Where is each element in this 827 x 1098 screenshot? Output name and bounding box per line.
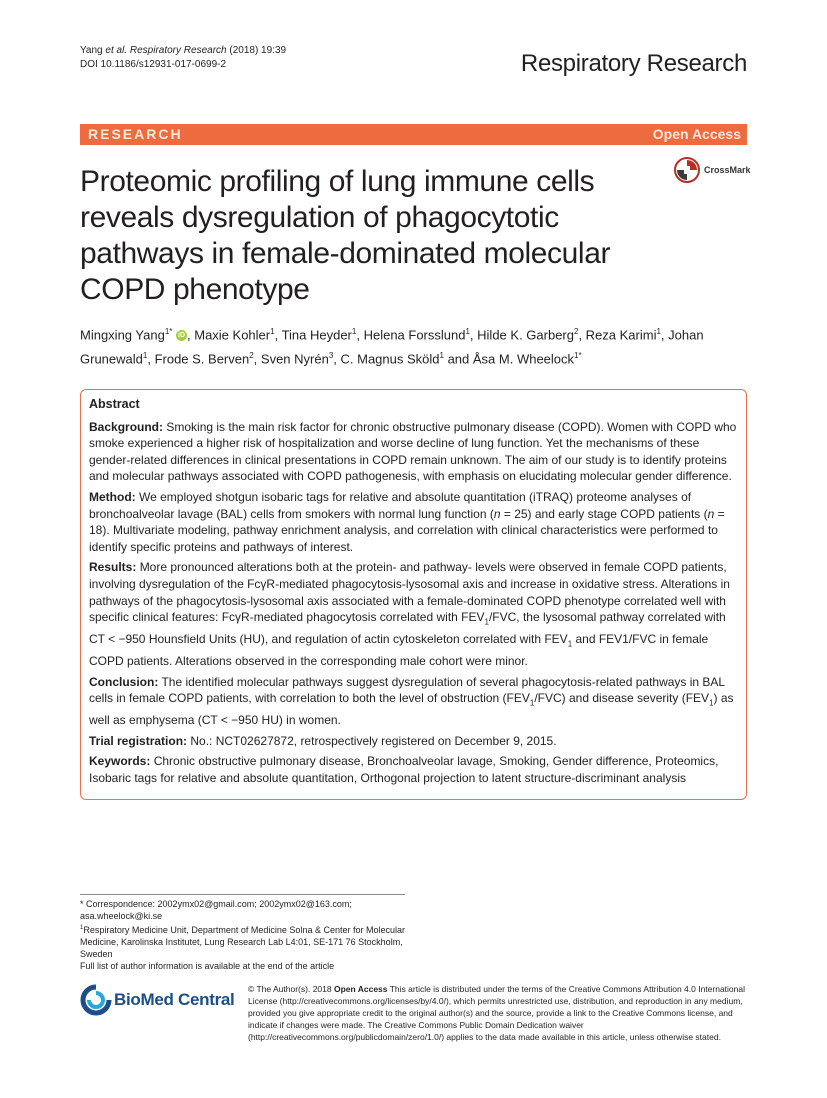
abstract-method: Method: We employed shotgun isobaric tags for relative and absolute quantitation (iTRAQ) proteome analyses of bronchoalveolar lavage (BAL) cells from smokers with normal lung function (n = 25) and early stage COPD patients (n = 18). Multivariate modeling, pathway enrichment analysis, and correlation with clinical characteristics were performed to identify specific proteins and pathways of interest. (89, 489, 725, 554)
author-affiliation-sup: 1 (351, 327, 357, 336)
biomed-central-icon (80, 984, 112, 1016)
crossmark-label: CrossMark (704, 165, 751, 175)
author-name: Helena Forsslund (363, 327, 466, 343)
doi: DOI 10.1186/s12931-017-0699-2 (80, 59, 227, 70)
full-author-info-note: Full list of author information is available at the end of the article (80, 961, 335, 971)
citation-header (80, 44, 286, 72)
citation-etal: et al. (105, 45, 128, 56)
abstract-box (80, 389, 747, 800)
abstract-results: Results: More pronounced alterations both at the protein- and pathway- levels were observed in female COPD patients, involving dysregulation of the FcγR-mediated phagocytosis-lysosomal axis and increase in oxidative stress. Alterations in pathways of the phagocytosis-lysosomal axis associated with a female-dominated COPD phenotype correlated well with specific clinical features: FcγR-mediated phagocytosis correlated with $FEV_1$/FVC, the lysosomal pathway correlated with CT < −950 Hounsfield Units (HU), and regulation of actin cytoskeleton correlated with $FEV_1$ and FEV1/FVC in female COPD patients. Alterations observed in the corresponding male cohort were minor. (89, 560, 730, 669)
author-name: Åsa M. Wheelock (472, 351, 575, 367)
author-affiliation-sup: 1 (465, 327, 470, 336)
author-affiliation-sup: 3 (328, 351, 334, 361)
citation-year: (2018) 19:39 (229, 45, 287, 56)
author-name: Tina Heyder (281, 327, 352, 343)
abstract-heading: Abstract (89, 397, 140, 411)
abstract-keywords: Keywords: Chronic obstructive pulmonary disease, Bronchoalveolar lavage, Smoking, Gender difference, Proteomics, Isobaric tags for relative and absolute quantitation, Orthogonal projection to latent structure-discriminant analysis (89, 754, 719, 786)
author-affiliation-sup: 1* (574, 351, 582, 361)
abstract-trial: Trial registration: No.: NCT02627872, retrospectively registered on December 9, 2015. (89, 733, 557, 748)
author-affiliation-sup: 1 (270, 327, 275, 336)
abstract-background: Background: Smoking is the main risk factor for chronic obstructive pulmonary disease (COPD). Women with COPD who smoke experienced a higher risk of hospitalization and worse decline of lung function. Yet the mechanisms of these gender-related differences in clinical presentations in COPD remain unknown. The aim of our study is to identify proteins and molecular pathways associated with COPD pathogenesis, with emphasis on elucidating molecular gender difference. (89, 419, 737, 484)
article-type-label: RESEARCH (88, 126, 183, 142)
article-type-banner (80, 124, 747, 145)
author-name: Johan Grunewald (80, 327, 704, 367)
affiliation: $^1$Respiratory Medicine Unit, Department of Medicine Solna & Center for Molecular Medicine, Karolinska Institutet, Lung Research Lab L4:01, SE-171 76 Stockholm, Sweden (80, 925, 405, 959)
author-affiliation-sup: 1 (142, 351, 148, 361)
biomed-central-logo (80, 984, 240, 1020)
author-name: Maxie Kohler (194, 327, 271, 343)
author-list: Mingxing Yang$^{1*}$ iD , Maxie Kohler$^1$, Tina Heyder$^1$, Helena Forsslund$^1$, Hilde K. Garberg$^2$, Reza Karimi$^1$, Johan Grunewald$^1$, Frode S. Berven$^2$, Sven Nyrén$^3$, C. Magnus Sköld$^1$ and Åsa M. Wheelock$^{1*}$ (80, 327, 704, 367)
citation-authors: Yang (80, 45, 103, 56)
author-name: Reza Karimi (585, 327, 657, 343)
author-affiliation-sup: 2 (573, 327, 579, 336)
author-name: Sven Nyrén (260, 351, 329, 367)
author-name: Mingxing Yang (80, 327, 165, 343)
author-name: Frode S. Berven (154, 351, 250, 367)
author-affiliation-sup: 1 (656, 327, 661, 336)
article-title: Proteomic profiling of lung immune cells reveals dysregulation of phagocytotic pathways in female-dominated molecular COPD phenotype (80, 165, 611, 306)
open-access-label: Open Access (652, 126, 741, 142)
abstract-conclusion: Conclusion: The identified molecular pathways suggest dysregulation of several phagocytosis-related pathways in BAL cells in female COPD patients, with correlation to both the level of obstruction $(FEV_1/FVC)$ and disease severity $(FEV_1)$ as well as emphysema (CT < −950 HU) in women. (89, 674, 734, 728)
author-name: Hilde K. Garberg (477, 327, 574, 343)
author-name: C. Magnus Sköld (340, 351, 440, 367)
footnote-divider (80, 894, 405, 895)
footnotes (80, 898, 420, 972)
author-affiliation-sup: 2 (249, 351, 254, 361)
crossmark-icon (674, 156, 700, 184)
author-affiliation-sup: 1 (439, 351, 444, 361)
orcid-icon[interactable]: iD (178, 332, 185, 340)
correspondence: * Correspondence: 2002ymx02@gmail.com; 2002ymx02@163.com; asa.wheelock@ki.se (80, 899, 352, 921)
journal-name: Respiratory Research (520, 50, 747, 77)
author-affiliation-sup: 1* (164, 327, 173, 336)
license-statement: © The Author(s). 2018 Open Access This article is distributed under the terms of the Creative Commons Attribution 4.0 International License (http://creativecommons.org/licenses/by/4.0/), which permits unrestricted use, distribution, and reproduction in any medium, provided you give appropriate credit to the original author(s) and the source, provide a link to the Creative Commons license, and indicate if changes were made. The Creative Commons Public Domain Dedication waiver (http://creativecommons.org/publicdomain/zero/1.0/) applies to the data made available in this article, unless otherwise stated. (248, 984, 746, 1042)
citation-journal: Respiratory Research (129, 45, 227, 56)
crossmark-badge[interactable] (674, 156, 754, 186)
biomed-central-text: BioMed Central (114, 990, 235, 1009)
